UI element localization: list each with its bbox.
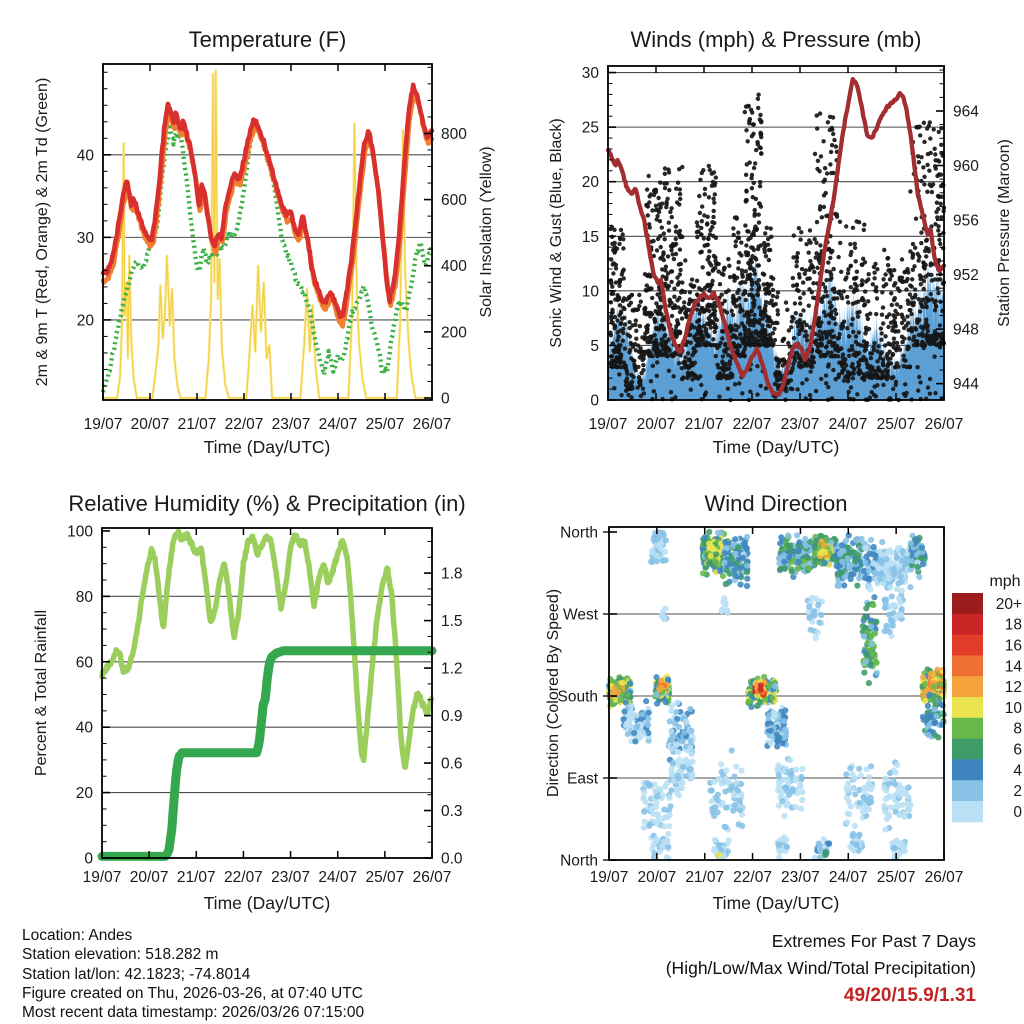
svg-text:5: 5: [590, 337, 599, 355]
svg-text:0: 0: [441, 390, 450, 408]
svg-text:0.3: 0.3: [441, 803, 463, 821]
svg-text:23/07: 23/07: [271, 416, 311, 433]
station-info-block: [22, 926, 364, 1022]
svg-text:25/07: 25/07: [365, 416, 405, 433]
svg-text:948: 948: [953, 321, 979, 339]
winds-x-axis-title: Time (Day/UTC): [712, 437, 840, 457]
svg-text:10: 10: [581, 283, 599, 301]
direction-axis-label: Direction (Colored By Speed): [545, 588, 562, 798]
humidity-precip-chart-title: Relative Humidity (%) & Precipitation (in): [68, 491, 466, 516]
svg-text:0: 0: [84, 850, 93, 868]
svg-text:20/07: 20/07: [129, 869, 169, 886]
svg-text:0.6: 0.6: [441, 755, 463, 773]
svg-text:21/07: 21/07: [177, 416, 217, 433]
temperature-chart-title: Temperature (F): [188, 27, 347, 52]
temperature-x-axis-title: Time (Day/UTC): [203, 437, 331, 457]
svg-text:40: 40: [76, 147, 94, 165]
svg-text:20: 20: [581, 174, 599, 192]
svg-text:944: 944: [953, 376, 979, 394]
svg-text:30: 30: [76, 229, 94, 247]
svg-text:960: 960: [953, 158, 979, 176]
temp-2m-line: [103, 85, 432, 317]
svg-text:956: 956: [953, 212, 979, 230]
svg-text:19/07: 19/07: [588, 416, 628, 433]
svg-text:1.8: 1.8: [441, 565, 463, 583]
svg-text:26/07: 26/07: [924, 416, 964, 433]
svg-text:40: 40: [75, 719, 93, 737]
svg-text:26/07: 26/07: [412, 869, 452, 886]
svg-text:23/07: 23/07: [271, 869, 310, 886]
svg-text:30: 30: [581, 65, 599, 83]
wind-direction-dots: [606, 529, 947, 862]
svg-text:20/07: 20/07: [130, 416, 170, 433]
svg-text:100: 100: [67, 523, 93, 541]
svg-text:20: 20: [75, 785, 93, 803]
gust-dots: [608, 93, 946, 403]
svg-text:25/07: 25/07: [365, 869, 405, 886]
extremes-block: [666, 928, 976, 1009]
svg-text:952: 952: [953, 267, 979, 285]
svg-text:200: 200: [441, 324, 467, 342]
svg-text:0.0: 0.0: [441, 850, 463, 868]
svg-text:26/07: 26/07: [412, 416, 452, 433]
station-latlon: Station lat/lon: 42.1823; -74.8014: [22, 965, 251, 983]
svg-text:0: 0: [590, 392, 599, 410]
svg-text:20/07: 20/07: [636, 416, 676, 433]
percent-rainfall-axis-label: Percent & Total Rainfall: [33, 610, 50, 777]
svg-text:24/07: 24/07: [828, 416, 868, 433]
svg-text:21/07: 21/07: [176, 869, 216, 886]
solar-insolation-axis-label: Solar Insolation (Yellow): [478, 146, 495, 318]
station-pressure-axis-label: Station Pressure (Maroon): [996, 139, 1013, 327]
total-rainfall-line: [102, 651, 432, 857]
svg-text:800: 800: [441, 125, 467, 143]
svg-text:80: 80: [75, 588, 93, 606]
svg-text:24/07: 24/07: [318, 869, 358, 886]
station-elevation: Station elevation: 518.282 m: [22, 946, 219, 964]
temperature-left-axis-label: 2m & 9m T (Red, Orange) & 2m Td (Green): [34, 77, 51, 387]
figure-created-timestamp: Figure created on Thu, 2026-03-26, at 07:40 UTC: [22, 984, 363, 1002]
svg-text:1.5: 1.5: [441, 613, 463, 631]
svg-text:25/07: 25/07: [876, 416, 916, 433]
recent-data-timestamp: Most recent data timestamp: 2026/03/26 07:15:00: [22, 1004, 365, 1022]
station-location: Location: Andes: [22, 927, 133, 944]
svg-text:25: 25: [581, 119, 599, 137]
wind-direction-x-axis-title: Time (Day/UTC): [712, 893, 840, 913]
svg-text:22/07: 22/07: [732, 416, 772, 433]
extremes-title: Extremes For Past 7 Days: [771, 931, 976, 951]
extremes-values: 49/20/15.9/1.31: [843, 985, 976, 1006]
speed-colorbar: [952, 573, 1022, 822]
temp-9m-line: [103, 92, 432, 327]
svg-text:21/07: 21/07: [684, 416, 724, 433]
wind-direction-chart-title: Wind Direction: [704, 491, 848, 516]
svg-text:964: 964: [953, 103, 979, 121]
svg-text:20: 20: [76, 312, 94, 330]
svg-text:1.2: 1.2: [441, 660, 463, 678]
svg-text:19/07: 19/07: [83, 416, 123, 433]
extremes-subtitle: (High/Low/Max Wind/Total Precipitation): [665, 958, 976, 978]
wind-gust-axis-label: Sonic Wind & Gust (Blue, Black): [548, 118, 565, 348]
svg-text:15: 15: [581, 228, 599, 246]
svg-text:22/07: 22/07: [224, 869, 263, 886]
svg-text:23/07: 23/07: [780, 416, 820, 433]
humidity-x-axis-title: Time (Day/UTC): [203, 893, 331, 913]
svg-text:600: 600: [441, 192, 467, 210]
svg-text:400: 400: [441, 258, 467, 276]
svg-text:60: 60: [75, 654, 93, 672]
winds-pressure-chart-title: Winds (mph) & Pressure (mb): [630, 27, 922, 52]
svg-text:19/07: 19/07: [82, 869, 122, 886]
svg-text:24/07: 24/07: [318, 416, 358, 433]
svg-text:22/07: 22/07: [224, 416, 264, 433]
svg-text:0.9: 0.9: [441, 708, 463, 726]
